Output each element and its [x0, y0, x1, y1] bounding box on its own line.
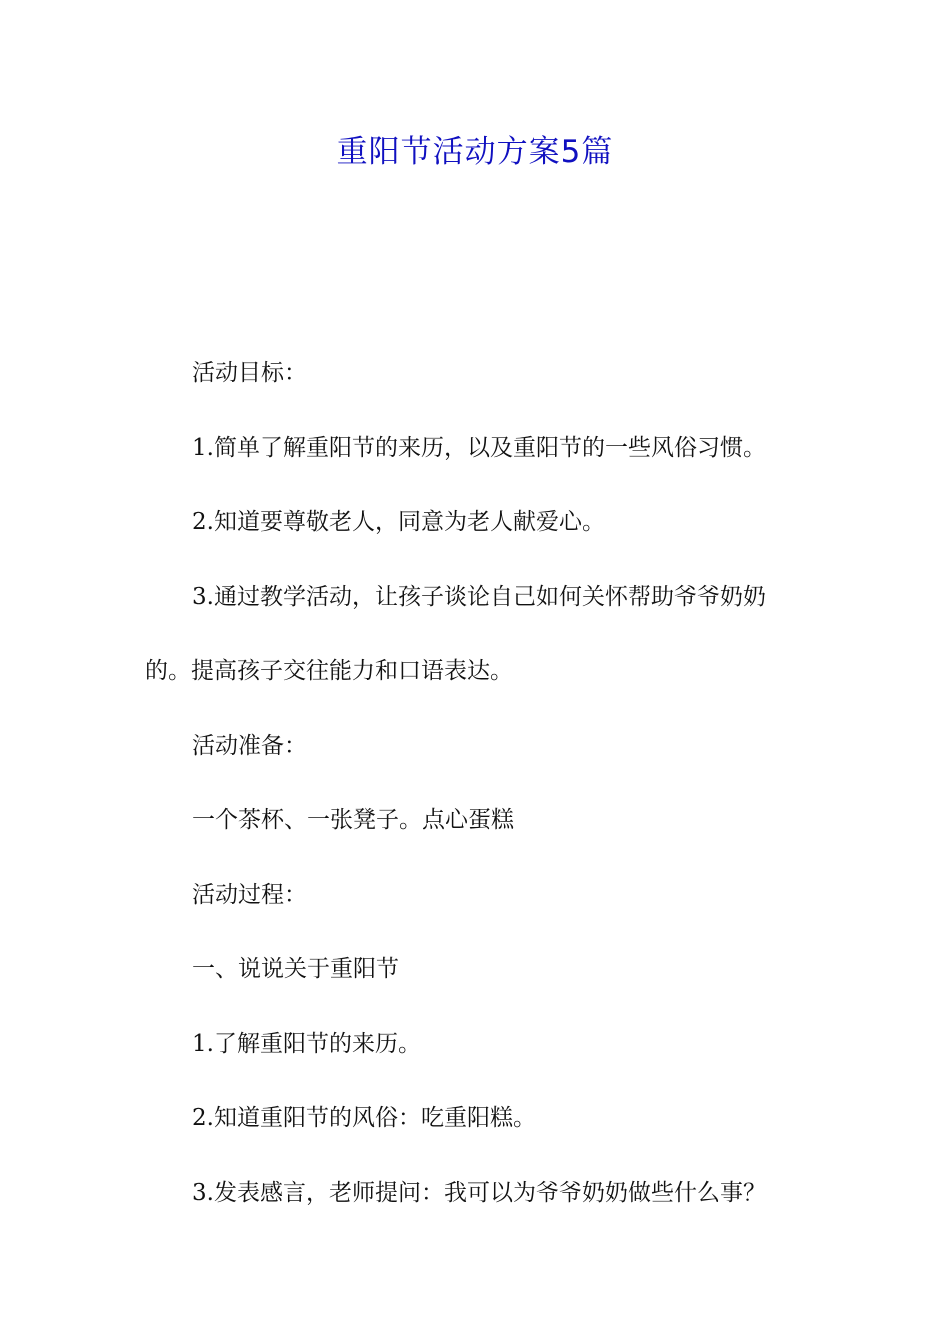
paragraph-step-2: 2.知道重阳节的风俗：吃重阳糕。	[192, 1105, 536, 1131]
paragraph-goals-heading: 活动目标：	[192, 360, 307, 386]
paragraph-goal-1: 1.简单了解重阳节的来历，以及重阳节的一些风俗习惯。	[192, 434, 766, 461]
paragraph-section-one: 一、说说关于重阳节	[192, 956, 399, 982]
paragraph-goal-3: 3.通过教学活动，让孩子谈论自己如何关怀帮助爷爷奶奶的。提高孩子交往能力和口语表达。	[145, 583, 766, 684]
document-title: 重阳节活动方案5篇	[336, 134, 614, 170]
document-body	[145, 336, 810, 1230]
paragraph-step-3: 3.发表感言，老师提问：我可以为爷爷奶奶做些什么事？	[192, 1179, 766, 1206]
paragraph-preparation-heading: 活动准备：	[192, 732, 307, 759]
paragraph-preparation-items: 一个茶杯、一张凳子。点心蛋糕	[192, 807, 514, 833]
paragraph-step-1: 1.了解重阳节的来历。	[192, 1030, 421, 1057]
paragraph-goal-2: 2.知道要尊敬老人，同意为老人献爱心。	[192, 509, 605, 535]
paragraph-process-heading: 活动过程：	[192, 881, 307, 908]
